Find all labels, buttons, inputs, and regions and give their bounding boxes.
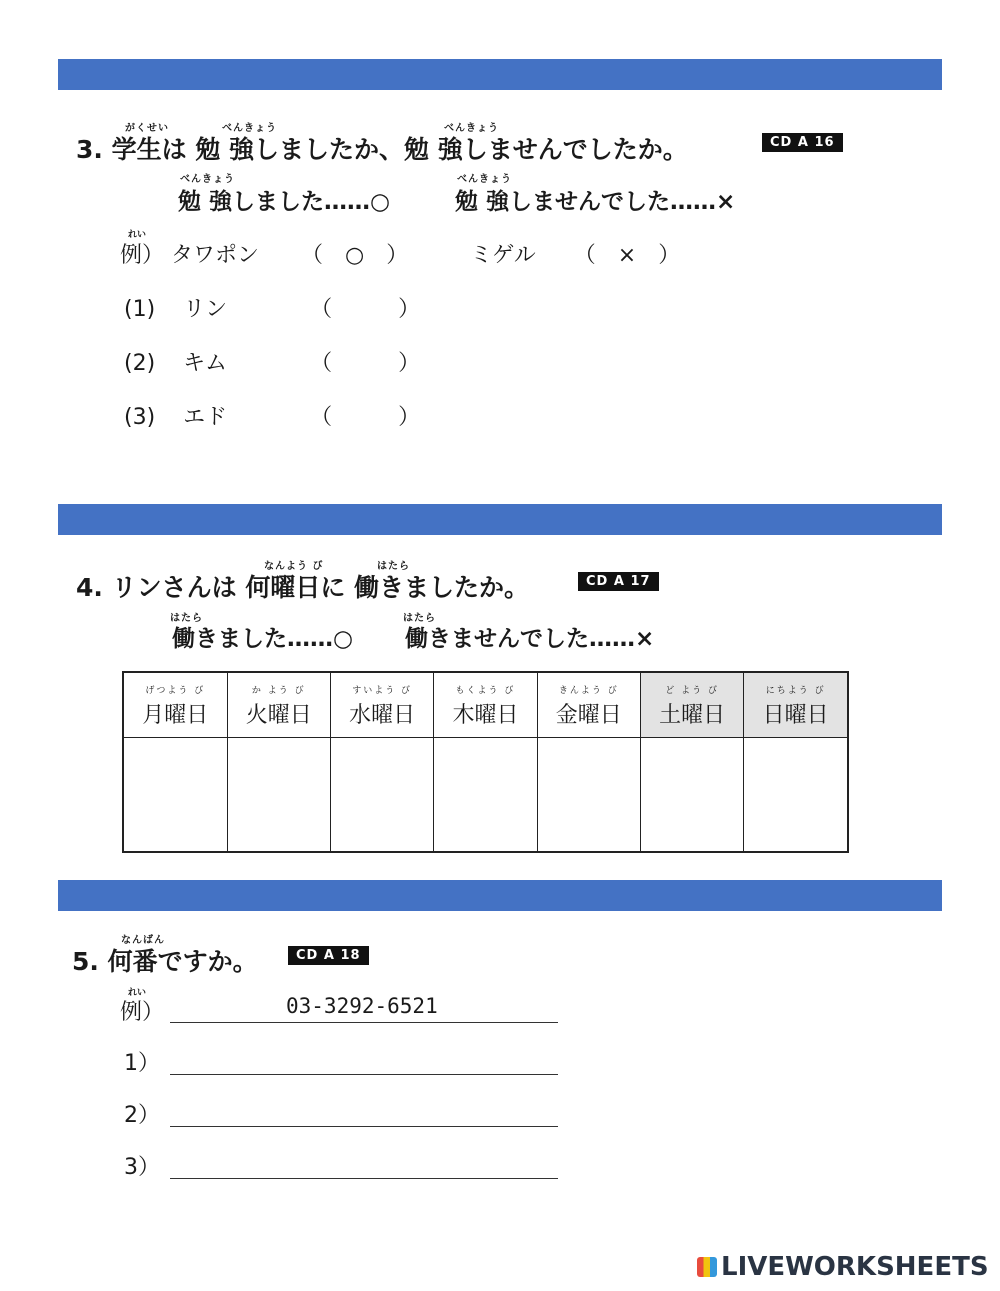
- answer-cell-thursday[interactable]: [434, 738, 537, 853]
- weekday-table: [122, 671, 849, 853]
- liveworksheets-logo: [697, 1252, 989, 1282]
- answer-line-1[interactable]: [170, 1074, 558, 1075]
- example-name-migeru: ミゲル: [470, 243, 536, 268]
- day-name: 火曜日: [245, 703, 312, 728]
- answer-blank-1[interactable]: （ ）: [310, 297, 421, 322]
- question-row-2: [124, 346, 420, 377]
- logo-mark-icon: [697, 1257, 717, 1277]
- day-header-sunday: [744, 672, 848, 738]
- example-answer-line: [170, 1022, 558, 1023]
- furigana-hatara-1: はたら: [377, 561, 410, 572]
- section-5-question-text: 何番ですか。: [107, 947, 258, 976]
- item-name-rin: リン: [183, 297, 228, 322]
- furigana-benkyou-3: べんきょう: [180, 174, 235, 185]
- section-5-number: 5.: [72, 947, 99, 976]
- example-row-3: [120, 238, 680, 269]
- day-ruby: ど よう び: [665, 686, 720, 696]
- day-ruby: か よう び: [251, 686, 306, 696]
- item-name-edo: エド: [183, 405, 228, 430]
- section-4-header-bar: [58, 504, 942, 535]
- answer-cell-friday[interactable]: [537, 738, 640, 853]
- legend-studied: 勉 強しました……○: [178, 189, 391, 215]
- item-number-3: 3）: [124, 1155, 160, 1180]
- day-name: 水曜日: [349, 703, 416, 728]
- item-number-1: 1）: [124, 1051, 160, 1076]
- furigana-hatara-2: はたら: [170, 613, 203, 624]
- answer-cell-wednesday[interactable]: [330, 738, 433, 853]
- day-ruby: にちよう び: [765, 686, 826, 696]
- answer-cell-saturday[interactable]: [640, 738, 743, 853]
- section-4-question: [76, 568, 529, 604]
- furigana-benkyou-4: べんきょう: [457, 174, 512, 185]
- section-4-number: 4.: [76, 573, 103, 602]
- furigana-rei-3: れい: [128, 230, 147, 240]
- item-number: (1): [124, 297, 156, 322]
- question-row-3: [124, 400, 420, 431]
- day-ruby: すいよう び: [352, 686, 413, 696]
- day-name: 月曜日: [142, 703, 209, 728]
- section-3-number: 3.: [76, 135, 103, 164]
- question-row-1: [124, 292, 420, 323]
- answer-cell-tuesday[interactable]: [227, 738, 330, 853]
- weekday-answer-row: [123, 738, 848, 853]
- logo-text: LIVEWORKSHEETS: [721, 1252, 989, 1282]
- legend-not-studied: 勉 強しませんでした……×: [455, 189, 736, 215]
- example-name-tawapon: タワポン: [171, 243, 260, 268]
- section-5-header-bar: [58, 880, 942, 911]
- day-name: 土曜日: [659, 703, 726, 728]
- answer-cell-sunday[interactable]: [744, 738, 848, 853]
- example-label-5: 例）: [120, 1000, 165, 1025]
- furigana-nanyoubi: なんよう び: [264, 561, 324, 572]
- furigana-nanban: なんばん: [121, 935, 165, 946]
- example-label: 例）: [120, 243, 165, 268]
- day-header-thursday: [434, 672, 537, 738]
- answer-line-2[interactable]: [170, 1126, 558, 1127]
- section-4-question-text: リンさんは 何曜日に 働きましたか。: [111, 573, 530, 602]
- example-phone-number: 03-3292-6521: [286, 994, 438, 1018]
- weekday-header-row: [123, 672, 848, 738]
- furigana-benkyou-1: べんきょう: [222, 123, 277, 134]
- answer-cell-monday[interactable]: [123, 738, 227, 853]
- day-header-friday: [537, 672, 640, 738]
- legend-not-worked: 働きませんでした……×: [405, 626, 655, 652]
- section-3-header-bar: [58, 59, 942, 90]
- legend-worked: 働きました……○: [172, 626, 354, 652]
- cd-track-label-4: CD A 17: [578, 572, 659, 591]
- cd-track-label-3: CD A 16: [762, 133, 843, 152]
- day-ruby: きんよう び: [558, 686, 619, 696]
- item-number: (3): [124, 405, 156, 430]
- furigana-gakusei: がくせい: [125, 123, 169, 134]
- furigana-rei-5: れい: [128, 988, 147, 998]
- day-header-wednesday: [330, 672, 433, 738]
- answer-blank-2[interactable]: （ ）: [310, 351, 421, 376]
- day-header-monday: [123, 672, 227, 738]
- item-name-kimu: キム: [183, 351, 227, 376]
- day-name: 日曜日: [762, 703, 829, 728]
- day-header-tuesday: [227, 672, 330, 738]
- furigana-benkyou-2: べんきょう: [444, 123, 499, 134]
- item-number-2: 2）: [124, 1103, 160, 1128]
- day-header-saturday: [640, 672, 743, 738]
- answer-line-3[interactable]: [170, 1178, 558, 1179]
- section-3-question: [76, 130, 688, 166]
- day-name: 金曜日: [555, 703, 622, 728]
- item-number: (2): [124, 351, 156, 376]
- answer-blank-3[interactable]: （ ）: [310, 405, 421, 430]
- cd-track-label-5: CD A 18: [288, 946, 369, 965]
- day-ruby: げつよう び: [145, 686, 206, 696]
- example-answer-cross: （ × ）: [573, 243, 681, 268]
- example-answer-circle: （ ○ ）: [301, 243, 409, 268]
- section-3-question-text: 学生は 勉 強しましたか、勉 強しませんでしたか。: [111, 135, 688, 164]
- furigana-hatara-3: はたら: [403, 613, 436, 624]
- section-5-question: [72, 942, 258, 978]
- day-name: 木曜日: [452, 703, 519, 728]
- day-ruby: もくよう び: [455, 686, 516, 696]
